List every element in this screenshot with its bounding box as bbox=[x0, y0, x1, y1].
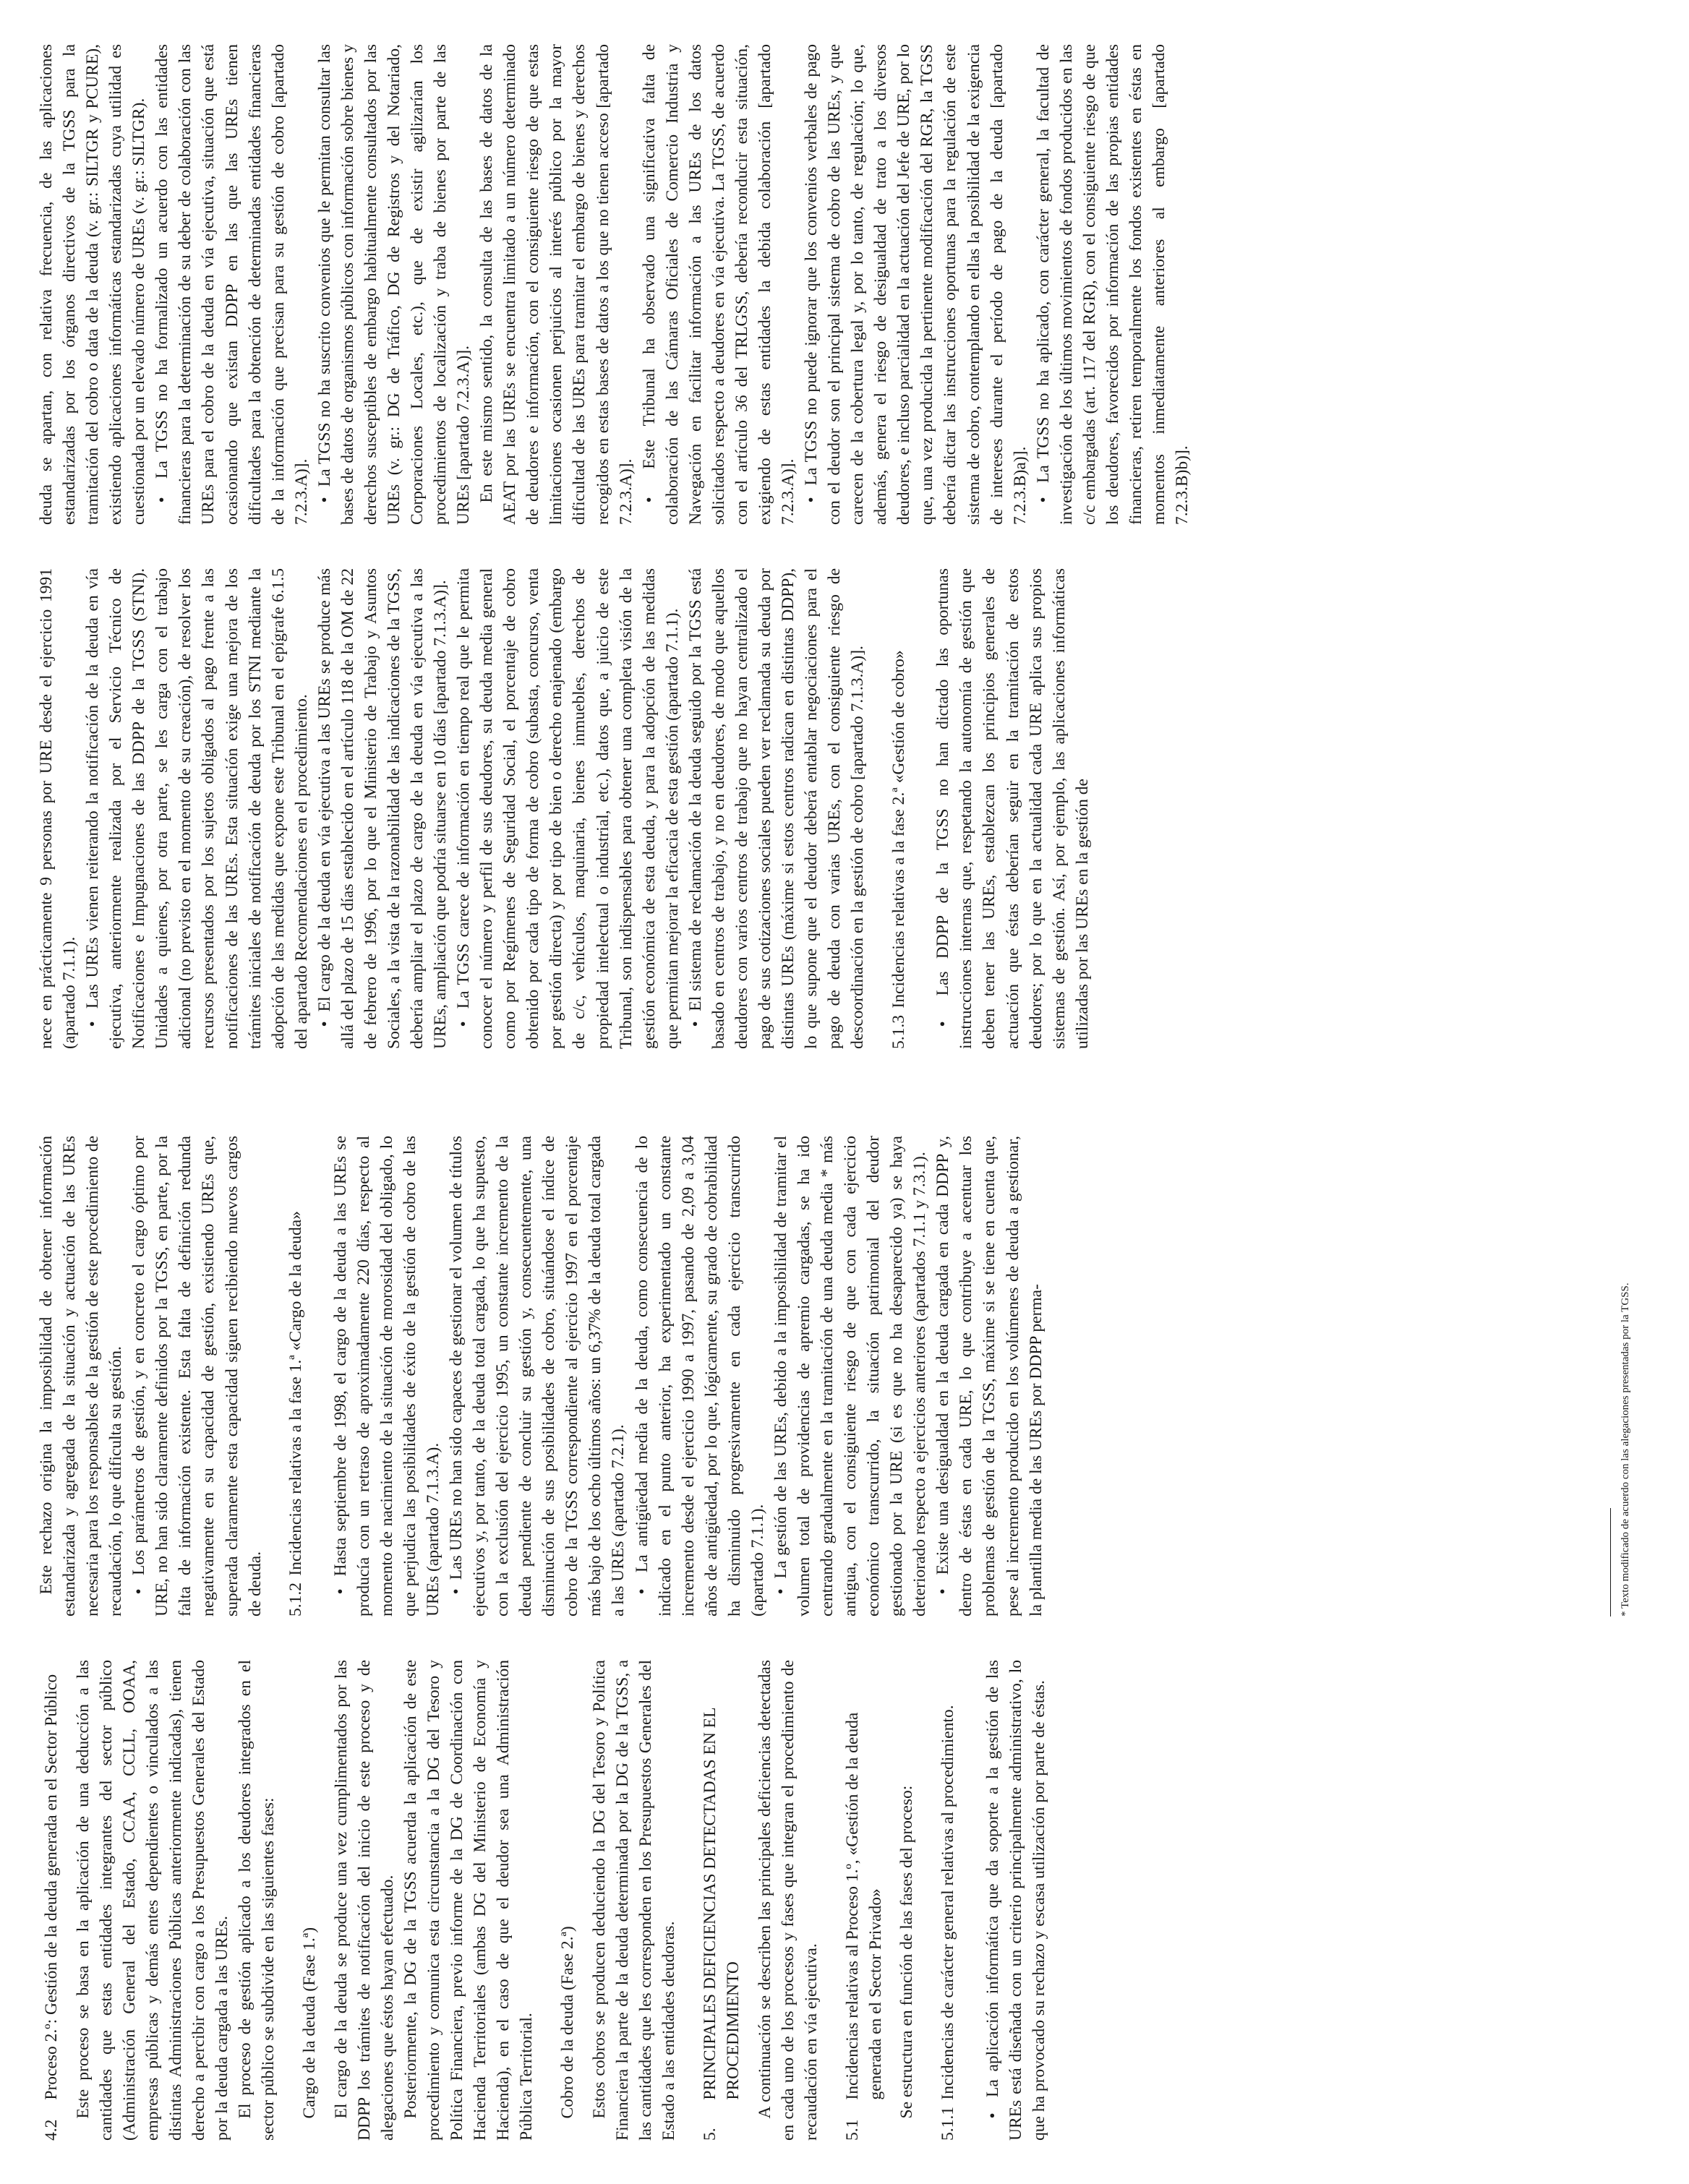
paragraph: Estos cobros se producen deduciendo la DG del Tesoro y Política Financiera la parte de la deuda determinada por la DG de la TGSS, a las cantidades que les corresponden en los Presupuestos Generales del Estado a las entidades deudoras. bbox=[589, 1659, 679, 2141]
bullet-paragraph: • Las DDPP de la TGSS no han dictado las oportunas instrucciones internas que, respetando la autonomía de gestión que deben tener las UREs, establezcan los principios generales de actuación que éstas deberían seguir en la tramitación de estos deudores; por lo que en la actualidad cada URE aplica sus propios sistemas de gestión. Así, por ejemplo, las aplicaciones informáticas utilizadas por las UREs en la gestión de bbox=[931, 568, 1093, 1049]
right-page-column-2 bbox=[35, 44, 1654, 525]
section-title: Incidencias relativas a la fase 1.ª «Cargo de la deuda» bbox=[286, 1210, 306, 1576]
section-title: Incidencias relativas a la fase 2.ª «Gestión de cobro» bbox=[889, 649, 908, 1009]
bullet-paragraph: • La TGSS no puede ignorar que los convenios verbales de pago con el deudor son el principal sistema de cobro de las UREs, y que carecen de la cobertura legal y, por lo tanto, de regulación; lo que, además, genera el riesgo de desigualdad de trato a los diversos deudores, e incluso parcialidad en la actuación del Jefe de URE, por lo que, una vez producida la pertinente modificación del RGR, la TGSS debería dictar las instrucciones oportunas para la regulación de este sistema de cobro, contemplando en ellas la posibilidad de la exigencia de intereses durante el período de pago de la deuda [apartado 7.2.3.B)a)]. bbox=[800, 44, 1032, 525]
paragraph: A continuación se describen las principales deficiencias detectadas en cada uno de los procesos y fases que integran el procedimiento de recaudación en vía ejecutiva. bbox=[755, 1659, 821, 2141]
paragraph: En este mismo sentido, la consulta de las bases de datos de la AEAT por las UREs se encuentra limitado a un número determinado de deudores e información, con el consiguiente riesgo de que estas limitaciones ocasionen perjuicios al interés público por la mayor dificultad de las UREs para tramitar el embargo de bienes y derechos recogidos en estas bases de datos a los que no tienen acceso [apartado 7.2.3.A)]. bbox=[477, 43, 636, 525]
section-5-1-1-heading bbox=[936, 1660, 959, 2141]
footnote bbox=[1610, 1136, 1633, 1616]
section-title: Incidencias relativas al Proceso 1.º, «Gestión de la deuda generada en el Sector Privado» bbox=[842, 1712, 885, 2100]
left-page-column-2 bbox=[35, 1136, 1654, 1616]
section-number: 4.2 bbox=[42, 2119, 61, 2141]
section-number: 5.1 bbox=[842, 2119, 862, 2141]
bullet-paragraph: • El cargo de la deuda en vía ejecutiva a las UREs se produce más allá del plazo de 15 días establecido en el artículo 118 de la OM de 22 de febrero de 1996, por lo que el Ministerio de Trabajo y Asuntos Sociales, a la vista de la razonabilidad de las indicaciones de la TGSS, debería ampliar el plazo de cargo de la deuda en vía ejecutiva a las UREs, ampliación que podría situarse en 10 días [apartado 7.1.3.A)]. bbox=[313, 568, 452, 1049]
section-title: Incidencias de carácter general relativas al procedimiento. bbox=[938, 1705, 958, 2100]
paragraph: Posteriormente, la DG de la TGSS acuerda la aplicación de este procedimiento y comunica esta circunstancia a la DG del Tesoro y Política Financiera, previo informe de la DG de Coordinación con Hacienda Territoriales (ambas DG del Ministerio de Economía y Hacienda), en el caso de que el deudor sea una Administración Pública Territorial. bbox=[401, 1659, 536, 2141]
bullet-paragraph: • Existe una desigualdad en la deuda cargada en cada DDPP y, dentro de éstas en cada URE, lo que contribuye a acentuar los problemas de gestión de la TGSS, máxime si se tiene en cuenta que, pese al incremento producido en los volúmenes de deuda a gestionar, la plantilla media de las UREs por DDPP perma- bbox=[931, 1136, 1047, 1616]
right-page bbox=[35, 44, 1654, 1049]
bullet-paragraph: • La TGSS no ha suscrito convenios que le permitan consultar las bases de datos de organismos públicos con información sobre bienes y derechos susceptibles de embargo habitualmente consultados por las UREs (v. gr.: DG de Tráfico, DG de Registros y del Notariado, Corporaciones Locales, etc.), que de existir agilizarían los procedimientos de localización y traba de bienes por parte de las UREs [apartado 7.2.3.A)]. bbox=[313, 44, 475, 525]
bullet-paragraph: • Los parámetros de gestión, y en concreto el cargo óptimo por URE, no han sido claramente definidos por la TGSS, en parte, por la falta de información existente. Esta falta de definición redunda negativamente en su capacidad de gestión, existiendo UREs que, superada claramente esta capacidad siguen recibiendo nuevos cargos de deuda. bbox=[127, 1136, 266, 1616]
paragraph: Este proceso se basa en la aplicación de una deducción a las cantidades que estas entidades integrantes del sector público (Administración General del Estado, CCAA, CCLL, OOAA, empresas públicas y demás entes dependientes o vinculados a las distintas Administraciones Públicas anteriormente indicadas), tienen derecho a percibir con cargo a los Presupuestos Generales del Estado por la deuda cargada a las UREs. bbox=[73, 1659, 232, 2141]
rotated-spread bbox=[35, 44, 1654, 2141]
bullet-paragraph: • La TGSS no ha formalizado un acuerdo con las entidades financieras para la determinación de su deber de colaboración con las UREs para el cobro de la deuda en vía ejecutiva, situación que está ocasionando que existan DDPP en las que las UREs tienen dificultades para la obtención de determinadas entidades financieras de la información que precisan para su gestión de cobro [apartado 7.2.3.A)]. bbox=[150, 44, 312, 525]
bullet-paragraph: • La gestión de las UREs, debido a la imposibilidad de tramitar el volumen total de providencias de apremio cargadas, se ha ido centrando gradualmente en la tramitación de una deuda media * más antigua, con el consiguiente riesgo de que con cada ejercicio económico transcurrido, la situación patrimonial del deudor gestionado por la URE (si es que no ha desaparecido ya) se haya deteriorado respecto a ejercicios anteriores (apartados 7.1.1 y 7.3.1). bbox=[769, 1136, 931, 1616]
section-5-1-2-heading bbox=[284, 1136, 307, 1616]
subheading-cobro: Cobro de la deuda (Fase 2.ª) bbox=[558, 1925, 578, 2118]
paragraph: Este rechazo origina la imposibilidad de obtener información estandarizada y agregada de la situación y actuación de las UREs necesaria para los responsables de la gestión de este procedimiento de recaudación, lo que dificulta su gestión. bbox=[37, 1135, 126, 1616]
section-title: PRINCIPALES DEFICIENCIAS DETECTADAS EN EL PROCEDIMIENTO bbox=[700, 1707, 743, 2100]
bullet-paragraph: • Las UREs vienen reiterando la notificación de la deuda en vía ejecutiva, anteriormente realizada por el Servicio Técnico de Notificaciones e Impugnaciones de las DDPP de la TGSS (STNI). Unidades a quienes, por otra parte, se les carga con el trabajo adicional (no previsto en el momento de su creación), de resolver los recursos presentados por los sujetos obligados al pago frente a las notificaciones de las UREs. Esta situación exige una mejora de los trámites iniciales de notificación de deuda por los STNI mediante la adopción de las medidas que expone este Tribunal en el epígrafe 6.1.5 del apartado Recomendaciones en el procedimiento. bbox=[81, 568, 313, 1049]
section-5-1-heading bbox=[841, 1660, 887, 2141]
bullet-paragraph: • La TGSS no ha aplicado, con carácter general, la facultad de investigación de los últimos movimientos de fondos producidos en las c/c embargadas (art. 117 del RGR), con el consiguiente riesgo de que los deudores, favorecidos por información de las propias entidades financieras, retiren temporalmente los fondos existentes en éstas en momentos inmediatamente anteriores al embargo [apartado 7.2.3.B)b)]. bbox=[1032, 44, 1194, 525]
bullet-paragraph: • Hasta septiembre de 1998, el cargo de la deuda a las UREs se producía con un retraso de aproximadamente 220 días, respecto al momento de nacimiento de la situación de morosidad del obligado, lo que perjudica las posibilidades de éxito de la gestión de cobro de las UREs (apartado 7.1.3.A). bbox=[329, 1136, 445, 1616]
section-title: Proceso 2.º: Gestión de la deuda generada en el Sector Público bbox=[42, 1674, 61, 2100]
bullet-paragraph: • La TGSS carece de información en tiempo real que le permita conocer el número y perfil de sus deudores, su deuda media general como por Regímenes de Seguridad Social, el porcentaje de cobro obtenido por cada tipo de forma de cobro (subasta, concurso, venta por gestión directa) y por tipo de bien o derecho enajenado (embargo de c/c, vehículos, maquinaria, bienes inmuebles, derechos de propiedad intelectual o industrial, etc.), datos que, a juicio de este Tribunal, son indispensables para obtener una completa visión de la gestión económica de esta deuda, y para la adopción de las medidas que permitan mejorar la eficacia de esta gestión (apartado 7.1.1). bbox=[452, 568, 684, 1049]
section-number: 5.1.1 bbox=[938, 2106, 958, 2141]
paragraph: El cargo de la deuda se produce una vez cumplimentados por las DDPP los trámites de notificación del inicio de este proceso y de alegaciones que éstos hayan efectuado. bbox=[331, 1659, 398, 2141]
right-page-column-1 bbox=[35, 568, 1654, 1049]
left-page bbox=[35, 1136, 1654, 2141]
paragraph: nece en prácticamente 9 personas por URE desde el ejercicio 1991 (apartado 7.1.1). bbox=[37, 568, 80, 1049]
section-5-heading bbox=[698, 1660, 745, 2141]
footnote-text: * Texto modificado de acuerdo con las alegaciones presentadas por la TGSS. bbox=[1619, 1282, 1631, 1616]
section-5-1-3-heading bbox=[887, 568, 910, 1049]
footnote-rule bbox=[1610, 1508, 1611, 1616]
paragraph: El proceso de gestión aplicado a los deudores integrados en el sector público se subdivide en las siguientes fases: bbox=[236, 1659, 278, 2141]
bullet-paragraph: • La aplicación informática que da soporte a la gestión de las UREs está diseñada con un criterio principalmente administrativo, lo que ha provocado su rechazo y escasa utilización por parte de éstas. bbox=[981, 1660, 1051, 2141]
subheading-cargo: Cargo de la deuda (Fase 1.ª) bbox=[300, 1927, 320, 2118]
paragraph: Se estructura en función de las fases del proceso: bbox=[897, 1785, 917, 2118]
bullet-paragraph: • Las UREs no han sido capaces de gestionar el volumen de títulos ejecutivos y, por tanto, de la deuda total cargada, lo que ha supuesto, con la exclusión del ejercicio 1995, un constante incremento de la deuda pendiente de concluir su gestión y, consecuentemente, una disminución de sus posibilidades de cobro, situándose el índice de cobro de la TGSS correspondiente al ejercicio 1997 en el porcentaje más bajo de los ocho últimos años: un 6,37% de la deuda total cargada a las UREs (apartado 7.2.1). bbox=[445, 1136, 630, 1616]
bullet-paragraph: • La antigüedad media de la deuda, como consecuencia de lo indicado en el punto anterior, ha experimentado un constante incremento desde el ejercicio 1990 a 1997, pasando de 2,09 a 3,04 años de antigüedad, por lo que, lógicamente, su grado de cobrabilidad ha disminuido progresivamente en cada ejercicio transcurrido (apartado 7.1.1). bbox=[630, 1136, 769, 1616]
section-number: 5.1.3 bbox=[889, 1014, 908, 1049]
section-number: 5.1.2 bbox=[286, 1582, 306, 1616]
paragraph: deuda se apartan, con relativa frecuencia, de las aplicaciones estandarizadas por los órganos directivos de la TGSS para la tramitación del cobro o data de la deuda (v. gr.: SILTGR y PCURE), existiendo aplicaciones informáticas estandarizadas cuya utilidad es cuestionada por un elevado número de UREs (v. gr.: SILTGR). bbox=[37, 43, 149, 525]
section-number: 5. bbox=[700, 2127, 719, 2141]
bullet-paragraph: • El sistema de reclamación de la deuda seguido por la TGSS está basado en centros de trabajo, y no en deudores, de modo que aquellos deudores con varios centros de trabajo que no hayan centralizado el pago de sus cotizaciones sociales pueden ver reclamada su deuda por distintas UREs (máxime si estos centros radican en distintas DDPP), lo que supone que el deudor deberá entablar negociaciones para el pago de deuda con varias UREs, con el consiguiente riesgo de descoordinación en la gestión de cobro [apartado 7.1.3.A)]. bbox=[684, 568, 870, 1049]
section-4-2-heading bbox=[40, 1660, 63, 2141]
bullet-paragraph: • Este Tribunal ha observado una significativa falta de colaboración de las Cámaras Oficiales de Comercio Industria y Navegación en facilitar información a las UREs de los datos solicitados respecto a deudores en vía ejecutiva. La TGSS, de acuerdo con el artículo 36 del TRLGSS, debería reconducir esta situación, exigiendo de estas entidades la debida colaboración [apartado 7.2.3.A)]. bbox=[638, 44, 800, 525]
left-page-column-1 bbox=[35, 1660, 1654, 2141]
